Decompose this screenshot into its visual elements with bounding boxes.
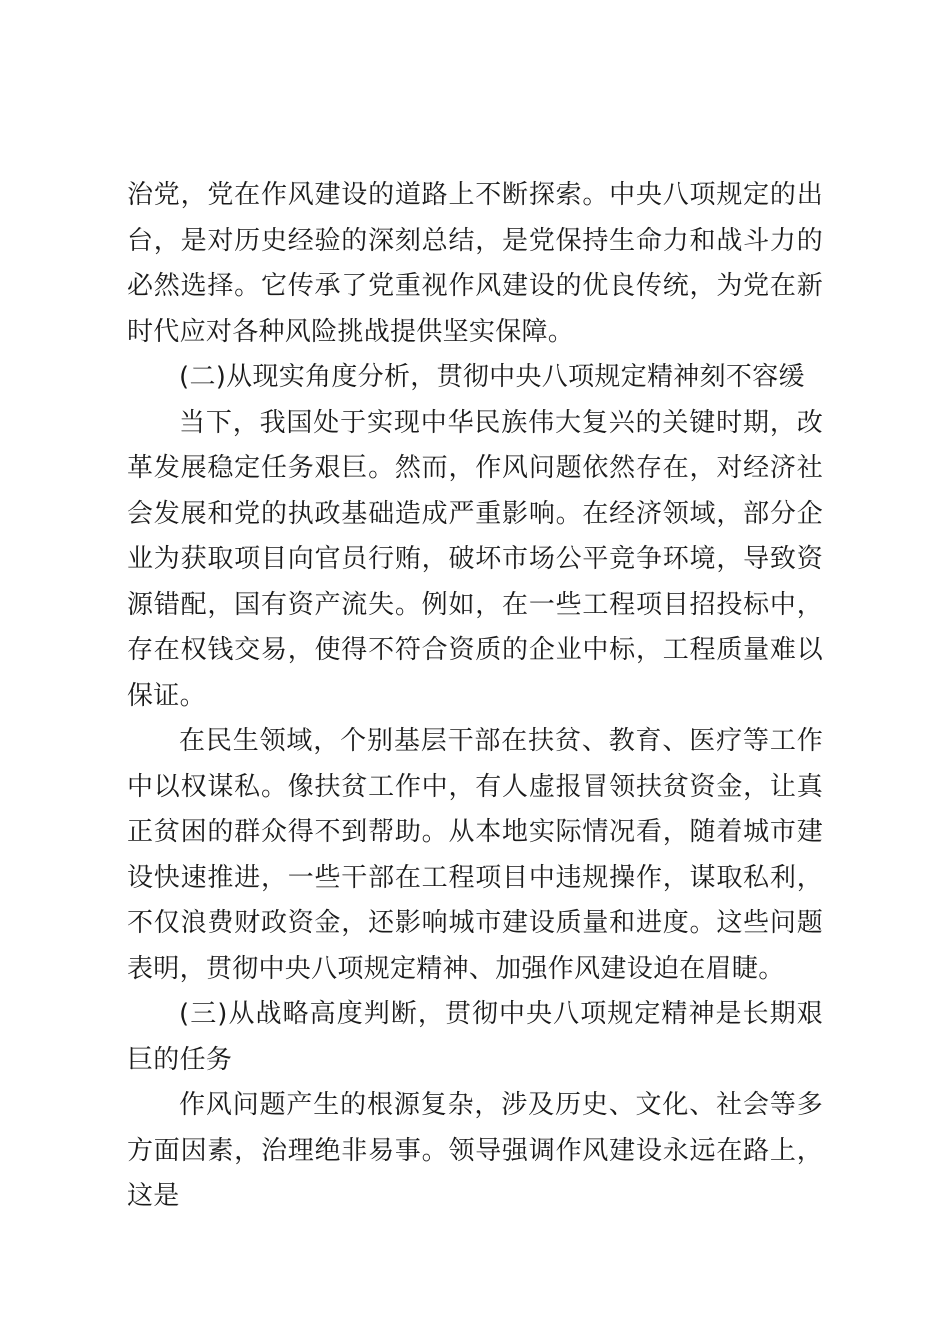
paragraph: 作风问题产生的根源复杂，涉及历史、文化、社会等多方面因素，治理绝非易事。领导强调作风建设永远在路上，这是 <box>127 1090 823 1211</box>
paragraph: 当下，我国处于实现中华民族伟大复兴的关键时期，改革发展稳定任务艰巨。然而，作风问题依然存在，对经济社会发展和党的执政基础造成严重影响。在经济领域，部分企业为获取项目向官员行贿，破坏市场公平竞争环境，导致资源错配，国有资产流失。例如，在一些工程项目招投标中，存在权钱交易，使得不符合资质的企业中标，工程质量难以保证。 <box>127 407 823 711</box>
document-body <box>127 173 823 1220</box>
section-heading-2: (二)从现实角度分析，贯彻中央八项规定精神刻不容缓 <box>179 362 805 392</box>
paragraph-continued: 治党，党在作风建设的道路上不断探索。中央八项规定的出台，是对历史经验的深刻总结，是党保持生命力和战斗力的必然选择。它传承了党重视作风建设的优良传统，为党在新时代应对各种风险挑战提供坚实保障。 <box>127 180 823 347</box>
section-heading-3: (三)从战略高度判断，贯彻中央八项规定精神是长期艰巨的任务 <box>127 999 823 1075</box>
paragraph: 在民生领域，个别基层干部在扶贫、教育、医疗等工作中以权谋私。像扶贫工作中，有人虚报冒领扶贫资金，让真正贫困的群众得不到帮助。从本地实际情况看，随着城市建设快速推进，一些干部在工程项目中违规操作，谋取私利，不仅浪费财政资金，还影响城市建设质量和进度。这些问题表明，贯彻中央八项规定精神、加强作风建设迫在眉睫。 <box>127 726 823 984</box>
